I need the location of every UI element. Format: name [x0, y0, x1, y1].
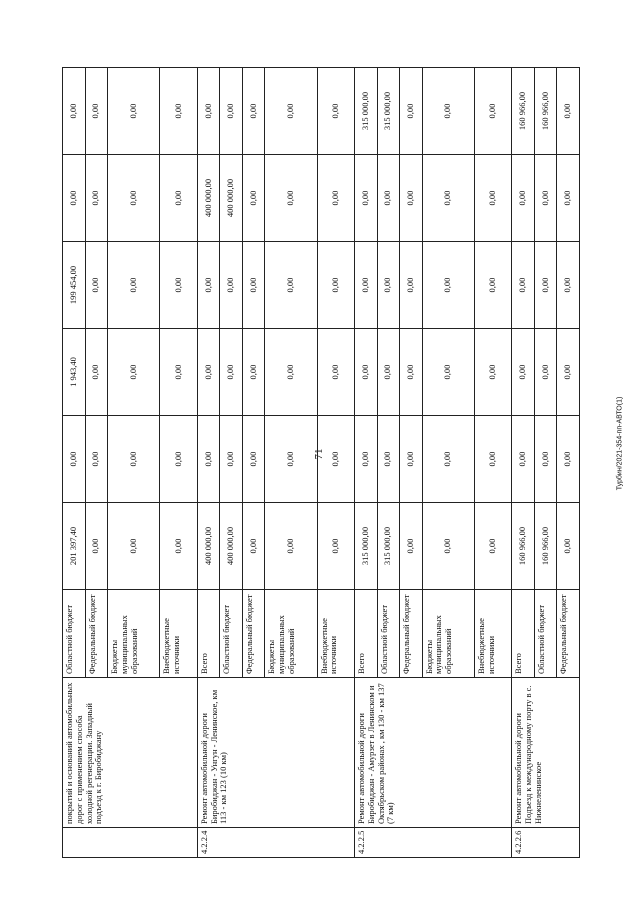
amount-cell: 0,00 [534, 155, 557, 242]
funding-source: Бюджеты муниципальных образований [265, 590, 317, 678]
amount-cell: 0,00 [355, 416, 378, 503]
funding-source: Внебюджетные источники [317, 590, 354, 678]
amount-cell: 0,00 [512, 416, 535, 503]
amount-cell: 0,00 [160, 503, 197, 590]
page-number: 71 [313, 448, 325, 460]
rotated-table-wrapper [62, 68, 580, 858]
amount-cell: 0,00 [108, 242, 160, 329]
amount-cell: 400 000,00 [220, 155, 243, 242]
amount-cell: 0,00 [265, 503, 317, 590]
amount-cell: 315 000,00 [377, 503, 400, 590]
amount-cell: 0,00 [85, 503, 108, 590]
amount-cell: 0,00 [317, 503, 354, 590]
amount-cell: 201 397,40 [63, 503, 86, 590]
amount-cell: 0,00 [220, 242, 243, 329]
amount-cell: 315 000,00 [377, 68, 400, 155]
amount-cell: 0,00 [474, 329, 511, 416]
amount-cell: 0,00 [265, 155, 317, 242]
amount-cell: 0,00 [400, 503, 423, 590]
table-row [197, 68, 220, 858]
amount-cell: 0,00 [400, 155, 423, 242]
amount-cell: 0,00 [108, 503, 160, 590]
amount-cell: 0,00 [317, 155, 354, 242]
row-name: Ремонт автомобильной дороги Биробиджан - Унгун - Ленинское, км 113 - км 123 (10 км) [197, 678, 354, 828]
funding-source: Федеральный бюджет [242, 590, 265, 678]
amount-cell: 0,00 [108, 329, 160, 416]
amount-cell: 0,00 [160, 329, 197, 416]
amount-cell: 0,00 [377, 416, 400, 503]
amount-cell: 0,00 [422, 329, 474, 416]
amount-cell: 0,00 [557, 242, 580, 329]
amount-cell: 0,00 [197, 416, 220, 503]
amount-cell: 0,00 [265, 242, 317, 329]
table-body [63, 68, 580, 858]
amount-cell: 0,00 [422, 416, 474, 503]
table-row [63, 68, 86, 858]
funding-source: Федеральный бюджет [85, 590, 108, 678]
amount-cell: 0,00 [557, 503, 580, 590]
amount-cell: 199 454,00 [63, 242, 86, 329]
row-code: 4.2.2.5 [355, 828, 512, 858]
amount-cell: 0,00 [557, 329, 580, 416]
amount-cell: 0,00 [377, 242, 400, 329]
amount-cell: 0,00 [317, 416, 354, 503]
amount-cell: 0,00 [474, 503, 511, 590]
budget-table [62, 67, 580, 858]
amount-cell: 0,00 [160, 242, 197, 329]
amount-cell: 0,00 [474, 68, 511, 155]
funding-source: Областной бюджет [377, 590, 400, 678]
funding-source: Внебюджетные источники [474, 590, 511, 678]
row-code [63, 828, 198, 858]
amount-cell: 0,00 [557, 416, 580, 503]
amount-cell: 0,00 [220, 329, 243, 416]
amount-cell: 0,00 [108, 68, 160, 155]
footer-doc-id: Турбин/2021-354-пп-АВТО(1) [616, 396, 624, 491]
amount-cell: 160 966,00 [512, 68, 535, 155]
amount-cell: 0,00 [534, 416, 557, 503]
amount-cell: 0,00 [197, 329, 220, 416]
funding-source: Областной бюджет [220, 590, 243, 678]
amount-cell: 0,00 [242, 155, 265, 242]
funding-source: Внебюджетные источники [160, 590, 197, 678]
amount-cell: 0,00 [85, 68, 108, 155]
amount-cell: 0,00 [265, 329, 317, 416]
funding-source: Всего [197, 590, 220, 678]
amount-cell: 0,00 [242, 68, 265, 155]
row-code: 4.2.2.4 [197, 828, 354, 858]
amount-cell: 0,00 [85, 242, 108, 329]
amount-cell: 0,00 [355, 329, 378, 416]
amount-cell: 0,00 [400, 416, 423, 503]
funding-source: Областной бюджет [534, 590, 557, 678]
amount-cell: 0,00 [242, 416, 265, 503]
amount-cell: 0,00 [85, 416, 108, 503]
row-name: покрытий и оснований автомобильных дорог с применением способа холодной регенерации. Западный подъезд к г. Биробиджану [63, 678, 198, 828]
amount-cell: 0,00 [160, 155, 197, 242]
row-name: Ремонт автомобильной дороги Биробиджан - Амурзет в Ленинском и Октябрьском районах , км 130 - км 137 (7 км) [355, 678, 512, 828]
amount-cell: 400 000,00 [197, 503, 220, 590]
amount-cell: 0,00 [400, 68, 423, 155]
amount-cell: 0,00 [534, 329, 557, 416]
amount-cell: 0,00 [317, 329, 354, 416]
amount-cell: 0,00 [400, 329, 423, 416]
funding-source: Федеральный бюджет [400, 590, 423, 678]
amount-cell: 0,00 [355, 155, 378, 242]
amount-cell: 0,00 [474, 242, 511, 329]
table-row [512, 68, 535, 858]
rotated-table-inner [62, 68, 580, 858]
amount-cell: 0,00 [160, 416, 197, 503]
amount-cell: 0,00 [474, 155, 511, 242]
amount-cell: 0,00 [422, 242, 474, 329]
amount-cell: 0,00 [265, 416, 317, 503]
amount-cell: 0,00 [422, 155, 474, 242]
amount-cell: 0,00 [63, 416, 86, 503]
amount-cell: 160 966,00 [512, 503, 535, 590]
amount-cell: 0,00 [85, 329, 108, 416]
amount-cell: 0,00 [242, 329, 265, 416]
funding-source: Областной бюджет [63, 590, 86, 678]
funding-source: Всего [355, 590, 378, 678]
amount-cell: 0,00 [557, 155, 580, 242]
amount-cell: 160 966,00 [534, 503, 557, 590]
amount-cell: 0,00 [108, 416, 160, 503]
amount-cell: 315 000,00 [355, 68, 378, 155]
amount-cell: 0,00 [355, 242, 378, 329]
amount-cell: 0,00 [377, 155, 400, 242]
amount-cell: 0,00 [512, 242, 535, 329]
amount-cell: 0,00 [422, 503, 474, 590]
amount-cell: 0,00 [242, 503, 265, 590]
amount-cell: 0,00 [377, 329, 400, 416]
amount-cell: 0,00 [197, 68, 220, 155]
amount-cell: 0,00 [317, 68, 354, 155]
amount-cell: 0,00 [512, 155, 535, 242]
amount-cell: 0,00 [197, 242, 220, 329]
amount-cell: 0,00 [108, 155, 160, 242]
amount-cell: 0,00 [242, 242, 265, 329]
amount-cell: 400 000,00 [220, 503, 243, 590]
amount-cell: 0,00 [422, 68, 474, 155]
amount-cell: 315 000,00 [355, 503, 378, 590]
funding-source: Всего [512, 590, 535, 678]
amount-cell: 0,00 [557, 68, 580, 155]
amount-cell: 0,00 [512, 329, 535, 416]
funding-source: Федеральный бюджет [557, 590, 580, 678]
row-name: Ремонт автомобильной дороги Подъезд к международному порту в с. Нижнеленинское [512, 678, 580, 828]
amount-cell: 1 943,40 [63, 329, 86, 416]
amount-cell: 0,00 [160, 68, 197, 155]
amount-cell: 0,00 [220, 68, 243, 155]
amount-cell: 0,00 [534, 242, 557, 329]
funding-source: Бюджеты муниципальных образований [108, 590, 160, 678]
amount-cell: 0,00 [85, 155, 108, 242]
amount-cell: 0,00 [474, 416, 511, 503]
amount-cell: 0,00 [317, 242, 354, 329]
table-row [355, 68, 378, 858]
amount-cell: 0,00 [400, 242, 423, 329]
amount-cell: 0,00 [63, 68, 86, 155]
row-code: 4.2.2.6 [512, 828, 580, 858]
funding-source: Бюджеты муниципальных образований [422, 590, 474, 678]
amount-cell: 0,00 [63, 155, 86, 242]
amount-cell: 400 000,00 [197, 155, 220, 242]
amount-cell: 160 966,00 [534, 68, 557, 155]
amount-cell: 0,00 [265, 68, 317, 155]
amount-cell: 0,00 [220, 416, 243, 503]
